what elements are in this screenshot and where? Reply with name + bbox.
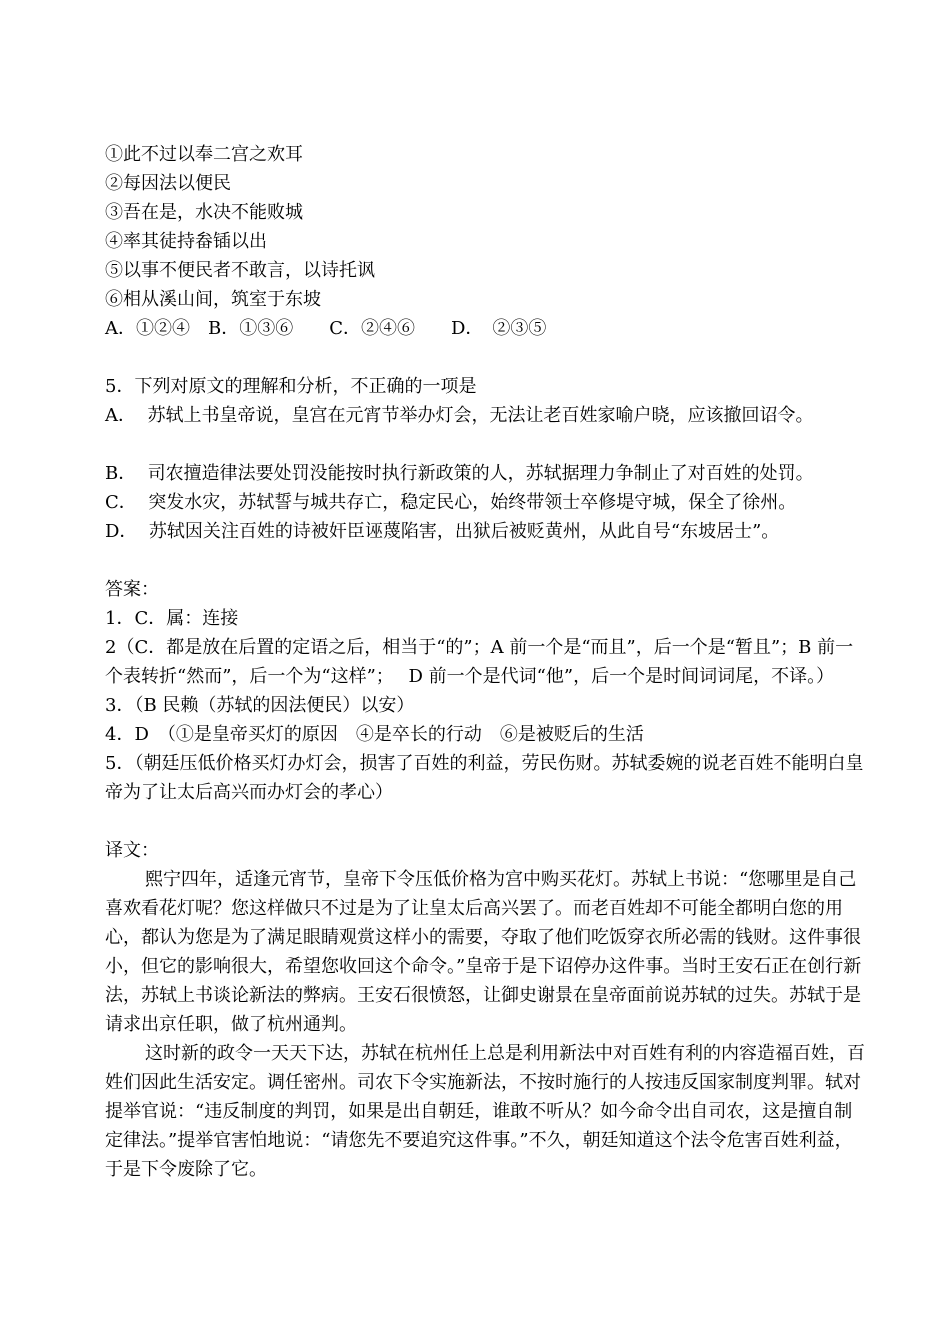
- q5-option-a: A． 苏轼上书皇帝说，皇宫在元宵节举办灯会，无法让老百姓家喻户晓，应该撤回诏令。: [105, 405, 814, 426]
- q5-stem: 5．下列对原文的理解和分析，不正确的一项是: [105, 376, 477, 397]
- answer-5: 5．（朝廷压低价格买灯办灯会，损害了百姓的利益，劳民伤财。苏轼委婉的说老百姓不能明白皇帝为了让太后高兴而办灯会的孝心）: [105, 753, 864, 803]
- spacer: [105, 546, 865, 575]
- translation-paragraph-1: 熙宁四年，适逢元宵节，皇帝下令压低价格为宫中购买花灯。苏轼上书说：“您哪里是自己喜欢看花灯呢？您这样做只不过是为了让皇太后高兴罢了。而老百姓却不可能全都明白您的用心，都认为您是为了满足眼睛观赏这样小的需要，夺取了他们吃饭穿衣所必需的钱财。这件事很小，但它的影响很大，希望您收回这个命令。”皇帝于是下诏停办这件事。当时王安石正在创行新法，苏轼上书谈论新法的弊病。王安石很愤怒，让御史谢景在皇帝面前说苏轼的过失。苏轼于是请求出京任职，做了杭州通判。: [105, 869, 862, 1035]
- q4-option-5: ⑤以事不便民者不敢言，以诗托讽: [105, 260, 375, 281]
- q5-option-c: C． 突发水灾，苏轼誓与城共存亡，稳定民心，始终带领士卒修堤守城，保全了徐州。: [105, 492, 797, 513]
- spacer: [105, 807, 865, 836]
- q4-option-2: ②每因法以便民: [105, 173, 231, 194]
- translation-heading: 译文：: [105, 840, 159, 861]
- q4-option-4: ④率其徒持畚锸以出: [105, 231, 267, 252]
- answer-3: 3．（B 民赖（苏轼的因法便民）以安）: [105, 695, 415, 716]
- q4-option-3: ③吾在是，水决不能败城: [105, 202, 303, 223]
- spacer: [105, 343, 865, 372]
- translation-paragraph-2: 这时新的政令一天天下达，苏轼在杭州任上总是利用新法中对百姓有利的内容造福百姓，百姓们因此生活安定。调任密州。司农下令实施新法，不按时施行的人按违反国家制度判罪。轼对提举官说：“违反制度的判罚，如果是出自朝廷，谁敢不听从？如今命令出自司农，这是擅自制定律法。”提举官害怕地说：“请您先不要追究这件事。”不久，朝廷知道这个法令危害百姓利益，于是下令废除了它。: [105, 1043, 865, 1180]
- q4-option-1: ①此不过以奉二宫之欢耳: [105, 144, 303, 165]
- q5-option-d: D． 苏轼因关注百姓的诗被奸臣诬蔑陷害，出狱后被贬黄州，从此自号“东坡居士”。: [105, 521, 780, 542]
- q4-options-list: [105, 140, 865, 343]
- q4-choices: A．①②④ B．①③⑥ C．②④⑥ D． ②③⑤: [105, 318, 547, 339]
- translation-section: [105, 836, 865, 1184]
- question-5: [105, 372, 865, 546]
- answer-4: 4．D （①是皇帝买灯的原因 ④是卒长的行动 ⑥是被贬后的生活: [105, 724, 644, 745]
- document-page: [105, 140, 865, 1184]
- answer-1: 1．C．属：连接: [105, 608, 239, 629]
- spacer: [105, 430, 865, 459]
- answers-heading: 答案：: [105, 579, 159, 600]
- answer-2: 2（C．都是放在后置的定语之后，相当于“的”；A 前一个是“而且”，后一个是“暂且”；B 前一个表转折“然而”，后一个为“这样”； D 前一个是代词“他”，后一个是时间词词尾，不译。）: [105, 637, 854, 687]
- q4-option-6: ⑥相从溪山间，筑室于东坡: [105, 289, 321, 310]
- answers-section: [105, 575, 865, 807]
- q5-option-b: B． 司农擅造律法要处罚没能按时执行新政策的人，苏轼据理力争制止了对百姓的处罚。: [105, 463, 814, 484]
